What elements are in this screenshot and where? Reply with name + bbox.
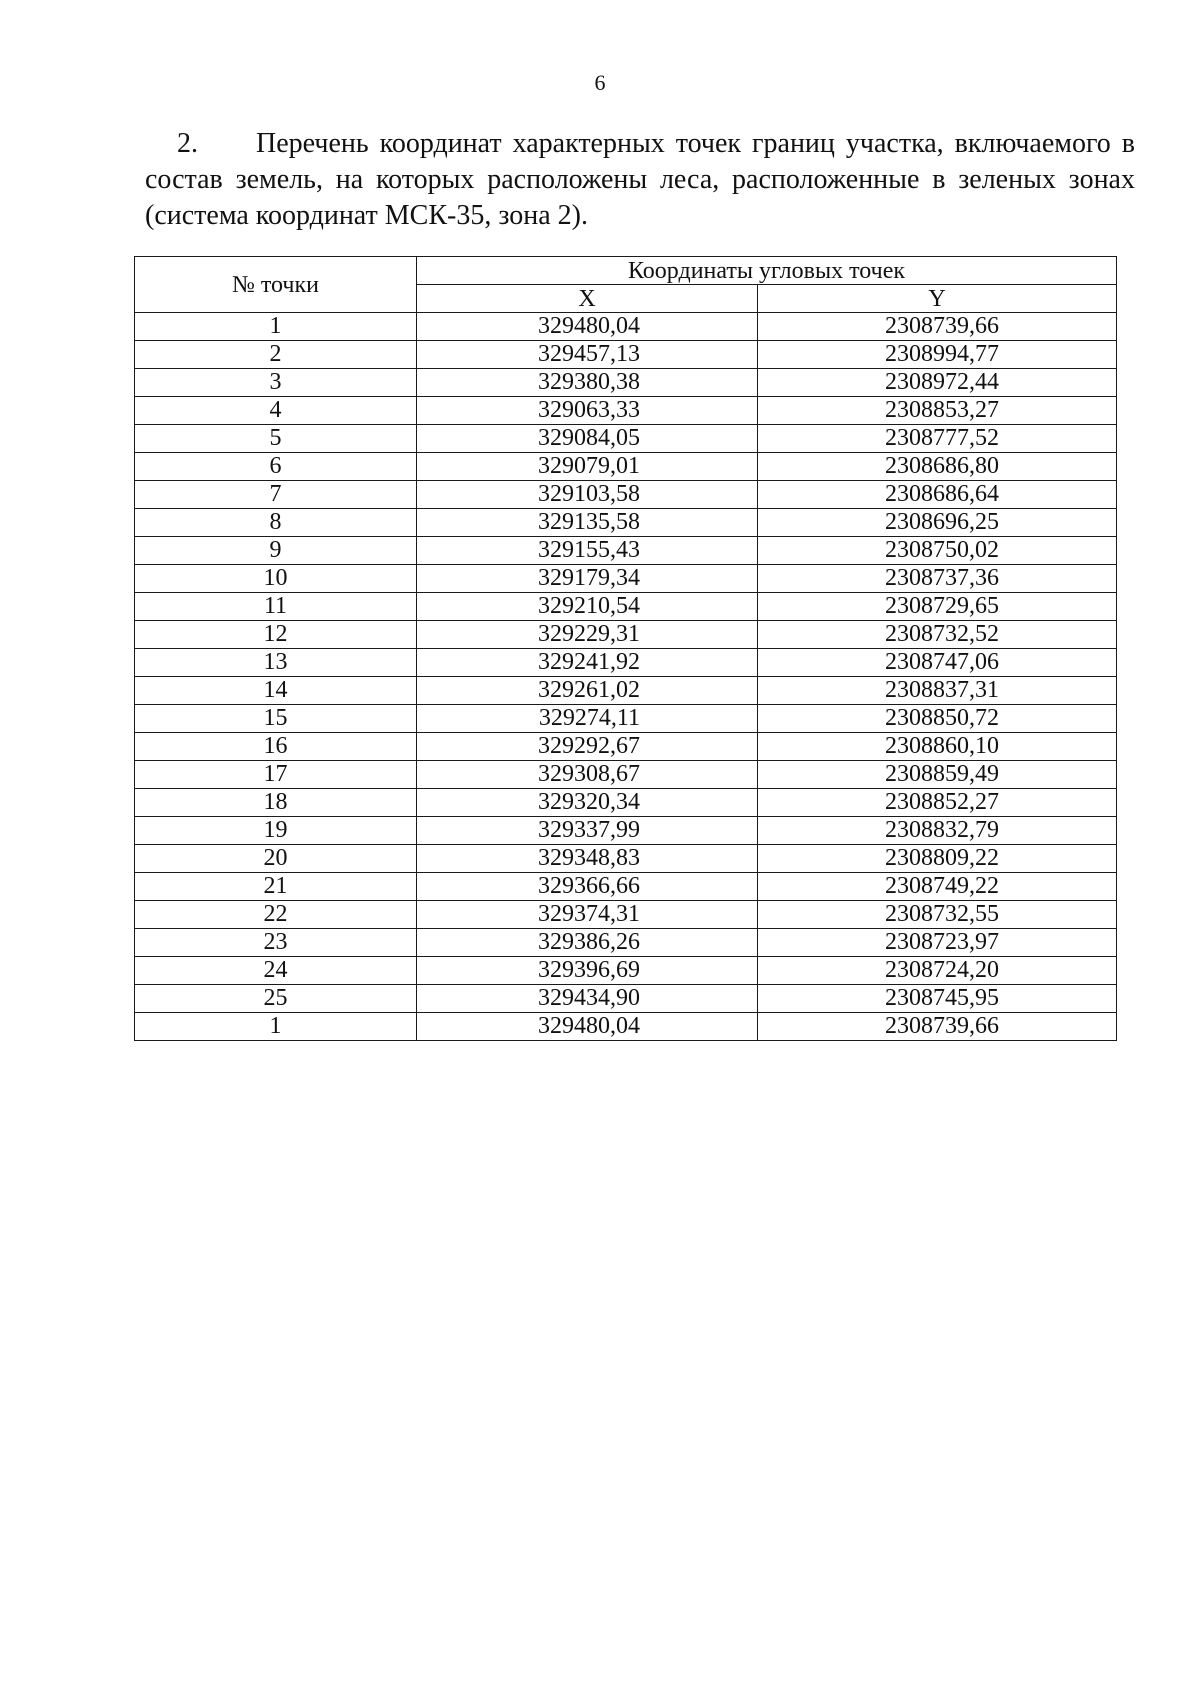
table-row [135, 481, 1117, 509]
y-coordinate-value: 2308745,95 [885, 985, 999, 1011]
x-coordinate-cell [417, 901, 758, 929]
x-coordinate-cell [417, 341, 758, 369]
y-coordinate-value: 2308832,79 [885, 817, 999, 843]
y-coordinate-cell [758, 593, 1117, 621]
y-coordinate-value: 2308853,27 [885, 397, 999, 423]
y-coordinate-value: 2308696,25 [885, 509, 999, 535]
point-number-cell: 2 [135, 341, 417, 369]
point-number-cell: 24 [135, 957, 417, 985]
x-coordinate-value: 329374,31 [538, 901, 640, 927]
y-coordinate-cell [758, 397, 1117, 425]
point-number-cell: 21 [135, 873, 417, 901]
y-header: Y [758, 285, 1117, 313]
x-coordinate-cell [417, 761, 758, 789]
point-number-cell: 22 [135, 901, 417, 929]
table-row [135, 845, 1117, 873]
y-coordinate-cell [758, 733, 1117, 761]
y-coordinate-cell [758, 929, 1117, 957]
table-row [135, 705, 1117, 733]
x-coordinate-value: 329348,83 [538, 845, 640, 871]
y-coordinate-value: 2308739,66 [885, 313, 999, 339]
x-coordinate-value: 329241,92 [538, 649, 640, 675]
point-number-cell: 7 [135, 481, 417, 509]
x-coordinate-value: 329229,31 [538, 621, 640, 647]
y-coordinate-cell [758, 761, 1117, 789]
x-coordinate-cell [417, 677, 758, 705]
x-coordinate-cell [417, 1013, 758, 1041]
point-number-cell: 15 [135, 705, 417, 733]
y-coordinate-value: 2308739,66 [885, 1013, 999, 1039]
table-row [135, 901, 1117, 929]
x-coordinate-value: 329434,90 [538, 985, 640, 1011]
x-coordinate-cell [417, 621, 758, 649]
x-coordinate-value: 329320,34 [538, 789, 640, 815]
x-coordinate-cell [417, 593, 758, 621]
y-coordinate-cell [758, 649, 1117, 677]
x-coordinate-cell [417, 397, 758, 425]
y-coordinate-value: 2308749,22 [885, 873, 999, 899]
y-coordinate-value: 2308852,27 [885, 789, 999, 815]
x-coordinate-value: 329396,69 [538, 957, 640, 983]
y-coordinate-cell [758, 705, 1117, 733]
x-coordinate-cell [417, 873, 758, 901]
x-coordinate-value: 329274,11 [538, 705, 640, 731]
y-coordinate-cell [758, 901, 1117, 929]
point-number-cell: 23 [135, 929, 417, 957]
x-coordinate-value: 329457,13 [538, 341, 640, 367]
y-coordinate-cell [758, 789, 1117, 817]
x-coordinate-value: 329210,54 [538, 593, 640, 619]
x-coordinate-value: 329261,02 [538, 677, 640, 703]
table-row [135, 789, 1117, 817]
table-row [135, 509, 1117, 537]
y-coordinate-value: 2308972,44 [885, 369, 999, 395]
y-coordinate-value: 2308809,22 [885, 845, 999, 871]
y-coordinate-value: 2308859,49 [885, 761, 999, 787]
x-coordinate-value: 329079,01 [538, 453, 640, 479]
table-row [135, 313, 1117, 341]
x-coordinate-cell [417, 929, 758, 957]
section-number: 2. [177, 128, 198, 159]
table-row [135, 957, 1117, 985]
x-coordinate-value: 329386,26 [538, 929, 640, 955]
x-coordinate-cell [417, 733, 758, 761]
y-coordinate-value: 2308732,55 [885, 901, 999, 927]
x-coordinate-value: 329135,58 [538, 509, 640, 535]
y-coordinate-cell [758, 985, 1117, 1013]
x-coordinate-cell [417, 985, 758, 1013]
table-row [135, 369, 1117, 397]
y-coordinate-value: 2308860,10 [885, 733, 999, 759]
y-coordinate-value: 2308994,77 [885, 341, 999, 367]
section-paragraph [145, 126, 1135, 234]
table-row [135, 425, 1117, 453]
table-row [135, 453, 1117, 481]
point-number-header: № точки [135, 257, 417, 313]
point-number-cell: 25 [135, 985, 417, 1013]
x-coordinate-cell [417, 705, 758, 733]
table-row [135, 537, 1117, 565]
x-coordinate-value: 329480,04 [538, 313, 640, 339]
table-row [135, 817, 1117, 845]
y-coordinate-value: 2308724,20 [885, 957, 999, 983]
point-number-cell: 11 [135, 593, 417, 621]
table-row [135, 1013, 1117, 1041]
point-number-cell: 4 [135, 397, 417, 425]
point-number-cell: 8 [135, 509, 417, 537]
table-row [135, 397, 1117, 425]
x-header: X [417, 285, 758, 313]
table-row [135, 873, 1117, 901]
y-coordinate-value: 2308686,64 [885, 481, 999, 507]
x-coordinate-cell [417, 845, 758, 873]
x-coordinate-value: 329084,05 [538, 425, 640, 451]
y-coordinate-cell [758, 341, 1117, 369]
y-coordinate-cell [758, 621, 1117, 649]
point-number-cell: 9 [135, 537, 417, 565]
point-number-cell: 20 [135, 845, 417, 873]
x-coordinate-cell [417, 425, 758, 453]
table-row [135, 649, 1117, 677]
x-coordinate-value: 329366,66 [538, 873, 640, 899]
x-coordinate-value: 329308,67 [538, 761, 640, 787]
x-coordinate-value: 329337,99 [538, 817, 640, 843]
point-number-cell: 12 [135, 621, 417, 649]
x-coordinate-value: 329380,38 [538, 369, 640, 395]
y-coordinate-value: 2308732,52 [885, 621, 999, 647]
x-coordinate-cell [417, 453, 758, 481]
table-row [135, 565, 1117, 593]
y-coordinate-value: 2308737,36 [885, 565, 999, 591]
y-coordinate-cell [758, 677, 1117, 705]
y-coordinate-value: 2308750,02 [885, 537, 999, 563]
x-coordinate-value: 329103,58 [538, 481, 640, 507]
table-row [135, 677, 1117, 705]
table-row [135, 985, 1117, 1013]
y-coordinate-value: 2308723,97 [885, 929, 999, 955]
y-coordinate-cell [758, 425, 1117, 453]
y-coordinate-cell [758, 509, 1117, 537]
x-coordinate-value: 329155,43 [538, 537, 640, 563]
point-number-cell: 3 [135, 369, 417, 397]
x-coordinate-value: 329292,67 [538, 733, 640, 759]
x-coordinate-cell [417, 313, 758, 341]
y-coordinate-value: 2308686,80 [885, 453, 999, 479]
x-coordinate-value: 329480,04 [538, 1013, 640, 1039]
y-coordinate-cell [758, 845, 1117, 873]
y-coordinate-value: 2308850,72 [885, 705, 999, 731]
point-number-cell: 6 [135, 453, 417, 481]
point-number-cell: 1 [135, 313, 417, 341]
table-row [135, 733, 1117, 761]
x-coordinate-cell [417, 509, 758, 537]
table-row [135, 761, 1117, 789]
table-row [135, 929, 1117, 957]
x-coordinate-cell [417, 817, 758, 845]
y-coordinate-cell [758, 537, 1117, 565]
point-number-cell: 14 [135, 677, 417, 705]
point-number-cell: 1 [135, 1013, 417, 1041]
point-number-cell: 13 [135, 649, 417, 677]
table-row [135, 593, 1117, 621]
point-number-cell: 19 [135, 817, 417, 845]
point-number-cell: 10 [135, 565, 417, 593]
x-coordinate-cell [417, 481, 758, 509]
y-coordinate-cell [758, 313, 1117, 341]
table-header-row [135, 257, 1117, 285]
y-coordinate-value: 2308729,65 [885, 593, 999, 619]
page-number: 6 [594, 70, 606, 95]
coordinates-table-body [135, 313, 1117, 1041]
x-coordinate-cell [417, 789, 758, 817]
x-coordinate-cell [417, 537, 758, 565]
y-coordinate-cell [758, 1013, 1117, 1041]
y-coordinate-cell [758, 481, 1117, 509]
x-coordinate-cell [417, 649, 758, 677]
y-coordinate-cell [758, 957, 1117, 985]
coordinates-group-header: Координаты угловых точек [417, 257, 1117, 285]
y-coordinate-cell [758, 817, 1117, 845]
x-coordinate-value: 329063,33 [538, 397, 640, 423]
point-number-cell: 18 [135, 789, 417, 817]
table-row [135, 341, 1117, 369]
point-number-cell: 17 [135, 761, 417, 789]
table-row [135, 621, 1117, 649]
x-coordinate-cell [417, 369, 758, 397]
section-text: Перечень координат характерных точек границ участка, включаемого в состав земель, на которых расположены леса, расположенные в зеленых зонах (система координат МСК-35, зона 2). [145, 128, 1135, 231]
coordinates-table [134, 256, 1117, 1041]
y-coordinate-value: 2308777,52 [885, 425, 999, 451]
point-number-cell: 5 [135, 425, 417, 453]
y-coordinate-cell [758, 565, 1117, 593]
x-coordinate-value: 329179,34 [538, 565, 640, 591]
y-coordinate-value: 2308747,06 [885, 649, 999, 675]
x-coordinate-cell [417, 565, 758, 593]
y-coordinate-cell [758, 453, 1117, 481]
y-coordinate-value: 2308837,31 [885, 677, 999, 703]
point-number-cell: 16 [135, 733, 417, 761]
y-coordinate-cell [758, 873, 1117, 901]
x-coordinate-cell [417, 957, 758, 985]
y-coordinate-cell [758, 369, 1117, 397]
